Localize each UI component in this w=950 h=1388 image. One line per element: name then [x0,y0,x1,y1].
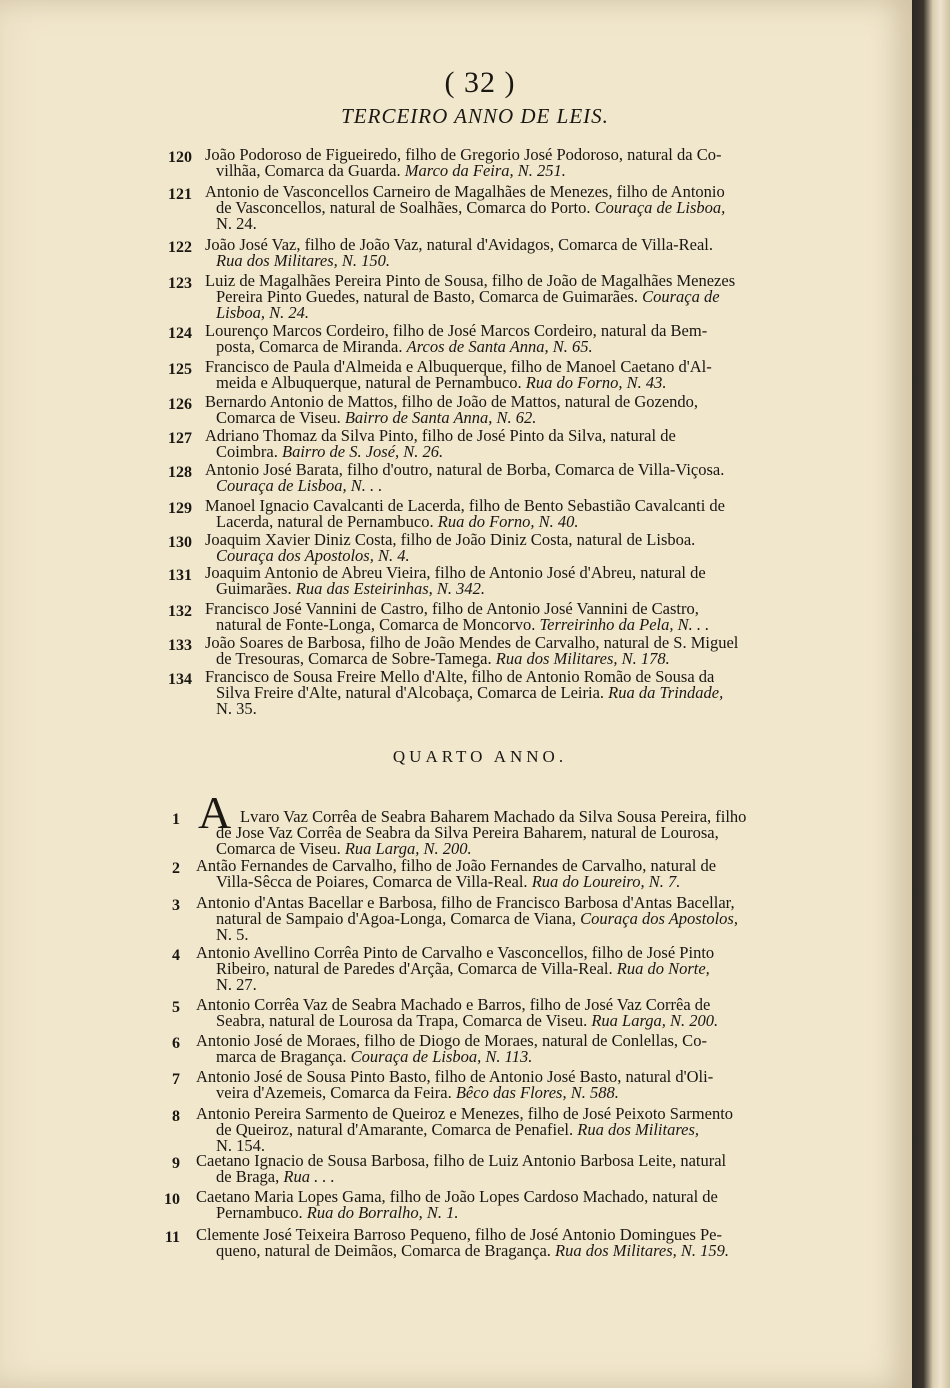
entry-address: Rua dos Militares, N. 159. [555,1241,730,1260]
entry-address: Rua dos Militares, N. 150. [216,251,391,270]
entry-text: Joaquim Antonio de Abreu Vieira, filho de Antonio José d'Abreu, natural de [205,563,706,582]
entry-number: 2 [172,860,180,877]
quarto-anno-heading: QUARTO ANNO. [392,747,568,766]
entry-text: marca de Bragança. [216,1047,351,1066]
entry-text: natural de Sampaio d'Agoa-Longa, Comarca de Viana, [216,909,581,928]
entry-address: Rua das Esteirinhas, N. 342. [295,579,486,598]
entry-text: Antonio Avellino Corrêa Pinto de Carvalho e Vasconcellos, filho de José Pinto [196,943,715,962]
entry-text: Antonio José de Sousa Pinto Basto, filho de Antonio José Basto, natural d'Oli- [196,1067,714,1086]
entry-text: João Soares de Barbosa, filho de João Mendes de Carvalho, natural de S. Miguel [205,633,739,652]
entry-text: Comarca de Viseu. [216,839,345,858]
entry-number: 129 [168,500,192,517]
entry-number: 122 [168,239,192,256]
page-number: ( 32 ) [444,66,516,99]
entry-line [216,1012,718,1030]
entry-text: Antonio d'Antas Bacellar e Barbosa, filho de Francisco Barbosa d'Antas Bacellar, [196,893,735,912]
entry-number: 134 [168,671,192,688]
entry-number: 127 [168,430,192,447]
entry-text: natural de Fonte-Longa, Comarca de Moncorvo. [216,615,540,634]
entry-address: Rua dos Militares, [577,1120,700,1139]
entry-line [216,1121,699,1139]
entry-text: N. 154. [216,1136,266,1155]
entry-text: Villa-Sêcca de Poiares, Comarca de Villa-Real. [216,872,532,891]
entry-text: de Queiroz, natural d'Amarante, Comarca de Penafiel. [216,1120,578,1139]
entry-text: Adriano Thomaz da Silva Pinto, filho de José Pinto da Silva, natural de [205,426,676,445]
entry-number: 130 [168,534,192,551]
entry-line [216,873,680,891]
entry-address: Arcos de Santa Anna, N. 65. [406,337,593,356]
entry-address: Rua . . . [283,1167,335,1186]
entry-text: de Jose Vaz Corrêa de Seabra da Silva Pereira Baharem, natural de Lourosa, [216,823,719,842]
entry-number: 120 [168,149,192,166]
entry-number: 133 [168,637,192,654]
entry-line [216,1048,532,1066]
entry-text: meida e Albuquerque, natural de Pernambuco. [216,373,526,392]
entry-text: Antão Fernandes de Carvalho, filho de João Fernandes de Carvalho, natural de [196,856,717,875]
entry-text: N. 24. [216,214,257,233]
entry-address: Couraça de [642,287,720,306]
entry-number: 4 [172,947,180,964]
entry-address: Marco da Feira, N. 251. [404,161,566,180]
entry-address: Rua da Trindade, [608,683,724,702]
entry-text: Antonio José Barata, filho d'outro, natural de Borba, Comarca de Villa-Viçosa. [205,460,725,479]
entry-text: Francisco José Vannini de Castro, filho de Antonio José Vannini de Castro, [205,599,699,618]
entry-address: Couraça dos Apostolos, [580,909,738,928]
entry-number: 11 [164,1229,180,1246]
entry-text: posta, Comarca de Miranda. [216,337,407,356]
entry-address: Couraça de Lisboa, [594,198,726,217]
entry-address: Rua Larga, N. 200. [591,1011,719,1030]
entry-line [216,1084,619,1102]
section-header: TERCEIRO ANNO DE LEIS. [341,104,609,128]
entry-text: Guimarães. [216,579,296,598]
entry-text: Silva Freire d'Alte, natural d'Alcobaça, Comarca de Leiria. [216,683,609,702]
entry-text: Lvaro Vaz Corrêa de Seabra Baharem Machado da Silva Sousa Pereira, filho [240,807,747,826]
entry-text: Manoel Ignacio Cavalcanti de Lacerda, filho de Bento Sebastião Cavalcanti de [205,496,726,515]
entry-address: Rua do Forno, N. 40. [437,512,579,531]
entry-line [216,1168,335,1186]
entry-address: Terreirinho da Pela, N. . . [539,615,710,634]
entry-text: Francisco de Sousa Freire Mello d'Alte, filho de Antonio Romão de Sousa da [205,667,715,686]
entry-number: 7 [172,1071,180,1088]
entry-address: Couraça dos Apostolos, N. 4. [216,546,410,565]
entry-text: Lourenço Marcos Cordeiro, filho de José Marcos Cordeiro, natural da Bem- [205,321,708,340]
entry-text: Antonio Corrêa Vaz de Seabra Machado e Barros, filho de José Vaz Corrêa de [196,995,711,1014]
entry-text: veira d'Azemeis, Comarca da Feira. [216,1083,456,1102]
entry-text: Pernambuco. [216,1203,307,1222]
entry-number: 125 [168,361,192,378]
entry-text: N. 35. [216,699,257,718]
drop-cap: A [198,787,232,838]
entry-address: Rua dos Militares, N. 178. [495,649,670,668]
entry-line [216,1242,729,1260]
entry-text: N. 5. [216,925,249,944]
entry-address: Bêco das Flores, N. 588. [455,1083,619,1102]
entry-address: Lisboa, N. 24. [216,303,310,322]
book-spine [912,0,950,1388]
entry-number: 1 [172,811,180,828]
entry-text: Coimbra. [216,442,282,461]
entry-text: Caetano Ignacio de Sousa Barbosa, filho de Luiz Antonio Barbosa Leite, natural [196,1151,727,1170]
entry-text: Seabra, natural de Lourosa da Trapa, Comarca de Viseu. [216,1011,592,1030]
entry-number: 9 [172,1155,180,1172]
entry-address: Bairro de Santa Anna, N. 62. [344,408,537,427]
entry-address: Bairro de S. José, N. 26. [282,442,444,461]
entry-number: 124 [168,325,192,342]
entry-text: Luiz de Magalhães Pereira Pinto de Sousa, filho de João de Magalhães Menezes [205,271,736,290]
entry-number: 121 [168,186,192,203]
entry-line [216,976,257,994]
entry-line [216,1204,458,1222]
entry-line [216,960,710,978]
entry-number: 10 [164,1191,180,1208]
entry-text: de Vasconcellos, natural de Soalhães, Comarca do Porto. [216,198,595,217]
entry-address: Rua do Norte, [616,959,710,978]
entry-text: Antonio Pereira Sarmento de Queiroz e Menezes, filho de José Peixoto Sarmento [196,1104,734,1123]
entry-number: 3 [172,897,180,914]
entry-number: 6 [172,1035,180,1052]
entry-text: João Podoroso de Figueiredo, filho de Gregorio José Podoroso, natural da Co- [205,145,722,164]
entry-address: Couraça de Lisboa, N. 113. [350,1047,533,1066]
entry-text: Ribeiro, natural de Paredes d'Arçãa, Comarca de Villa-Real. [216,959,617,978]
entry-line [216,910,738,928]
entry-address: Rua do Forno, N. 43. [525,373,667,392]
entry-text: vilhãa, Comarca da Guarda. [216,161,405,180]
entry-number: 8 [172,1108,180,1125]
entry-line [216,926,249,944]
entry-number: 132 [168,603,192,620]
entry-text: queno, natural de Deimãos, Comarca de Bragança. [216,1241,556,1260]
entry-text: Pereira Pinto Guedes, natural de Basto, Comarca de Guimarães. [216,287,643,306]
entry-text: N. 27. [216,975,257,994]
entry-number: 123 [168,275,192,292]
entry-text: Lacerda, natural de Pernambuco. [216,512,438,531]
entry-address: Rua do Borralho, N. 1. [306,1203,459,1222]
entry-text: Francisco de Paula d'Almeida e Albuquerque, filho de Manoel Caetano d'Al- [205,357,712,376]
entry-text: Clemente José Teixeira Barroso Pequeno, filho de José Antonio Domingues Pe- [196,1225,722,1244]
entry-text: de Tresouras, Comarca de Sobre-Tamega. [216,649,496,668]
entry-address: Rua do Loureiro, N. 7. [531,872,681,891]
entry-number: 128 [168,464,192,481]
entry-text: de Braga, [216,1167,284,1186]
entry-text: Antonio José de Moraes, filho de Diogo de Moraes, natural de Conlellas, Co- [196,1031,707,1050]
entry-address: Rua Larga, N. 200. [344,839,472,858]
entry-text: Comarca de Viseu. [216,408,345,427]
entry-text: Antonio de Vasconcellos Carneiro de Magalhães de Menezes, filho de Antonio [205,182,725,201]
entry-text: Joaquim Xavier Diniz Costa, filho de João Diniz Costa, natural de Lisboa. [205,530,696,549]
entry-number: 131 [168,567,192,584]
entry-text: João José Vaz, filho de João Vaz, natural d'Avidagos, Comarca de Villa-Real. [205,235,714,254]
entry-address: Couraça de Lisboa, N. . . [216,476,383,495]
entry-number: 126 [168,396,192,413]
entry-text: Bernardo Antonio de Mattos, filho de João de Mattos, natural de Gozendo, [205,392,699,411]
entry-number: 5 [172,999,180,1016]
entry-text: Caetano Maria Lopes Gama, filho de João Lopes Cardoso Machado, natural de [196,1187,718,1206]
